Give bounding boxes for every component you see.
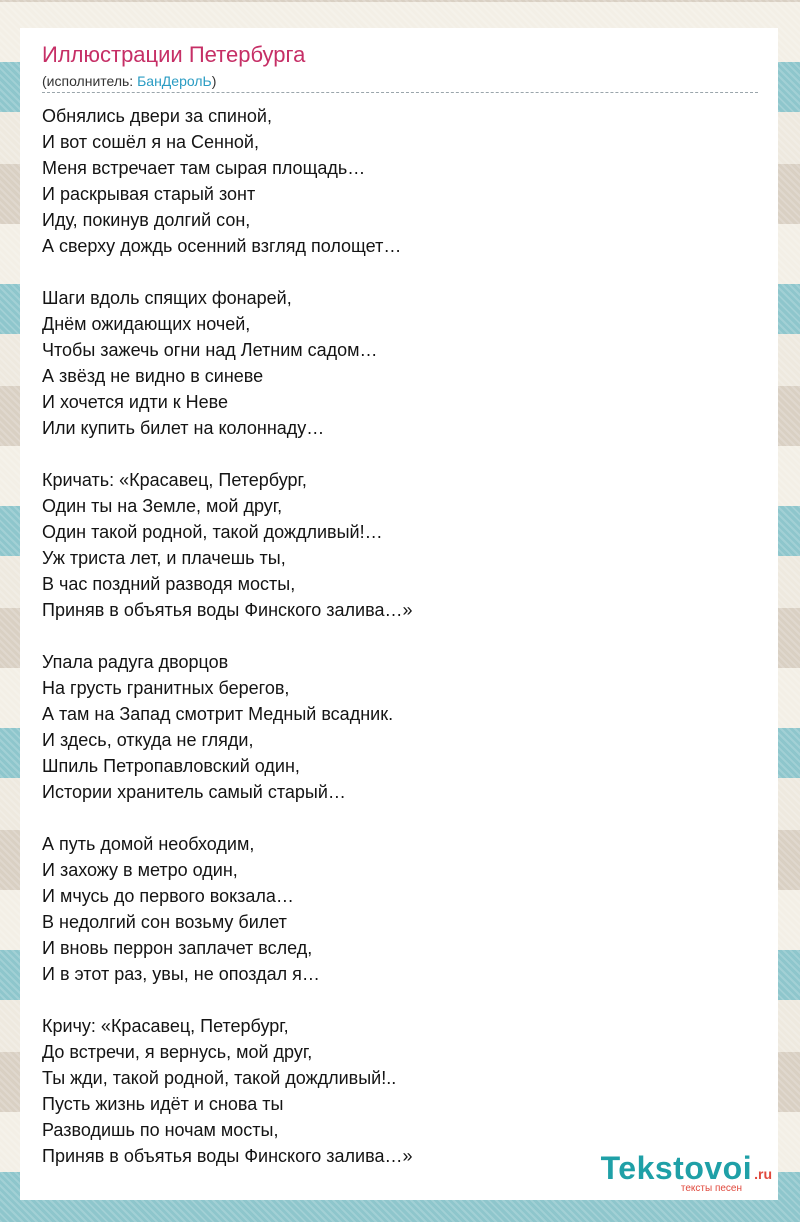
- lyric-line: Шпиль Петропавловский один,: [42, 756, 300, 776]
- lyric-line: В час поздний разводя мосты,: [42, 574, 296, 594]
- lyric-line: Ты жди, такой родной, такой дождливый!..: [42, 1068, 397, 1088]
- lyrics-stanza: [42, 831, 412, 987]
- lyric-line: Кричу: «Красавец, Петербург,: [42, 1016, 289, 1036]
- artist-line: [42, 73, 216, 89]
- lyric-line: Один ты на Земле, мой друг,: [42, 496, 283, 516]
- lyrics-body: [42, 103, 412, 1195]
- lyric-line: Уж триста лет, и плачешь ты,: [42, 548, 286, 568]
- artist-link[interactable]: БанДеролЬ: [137, 73, 212, 89]
- lyrics-card: [20, 28, 778, 1200]
- lyric-line: Упала радуга дворцов: [42, 652, 229, 672]
- song-title: Иллюстрации Петербурга: [42, 42, 306, 67]
- lyric-line: Чтобы зажечь огни над Летним садом…: [42, 340, 378, 360]
- site-logo[interactable]: [601, 1150, 772, 1194]
- lyric-line: Обнялись двери за спиной,: [42, 106, 272, 126]
- lyric-line: Один такой родной, такой дождливый!…: [42, 522, 383, 542]
- logo-subtitle: тексты песен: [680, 1183, 742, 1194]
- lyric-line: На грусть гранитных берегов,: [42, 678, 290, 698]
- artist-prefix: (исполнитель:: [42, 73, 138, 89]
- lyric-line: А путь домой необходим,: [42, 834, 255, 854]
- lyrics-stanza: [42, 103, 412, 259]
- lyric-line: И мчусь до первого вокзала…: [42, 886, 294, 906]
- logo-tld: .ru: [754, 1166, 772, 1182]
- lyric-line: Иду, покинув долгий сон,: [42, 210, 251, 230]
- lyric-line: А сверху дождь осенний взгляд полощет…: [42, 236, 402, 256]
- lyric-line: Приняв в объятья воды Финского залива…»: [42, 1146, 413, 1166]
- logo-wordmark: Tekstovoi: [600, 1150, 753, 1186]
- lyrics-stanza: [42, 285, 412, 441]
- lyric-line: Приняв в объятья воды Финского залива…»: [42, 600, 413, 620]
- lyric-line: И вновь перрон заплачет вслед,: [42, 938, 313, 958]
- lyric-line: Кричать: «Красавец, Петербург,: [42, 470, 307, 490]
- artist-suffix: ): [211, 73, 217, 89]
- lyric-line: До встречи, я вернусь, мой друг,: [42, 1042, 313, 1062]
- lyric-line: И здесь, откуда не гляди,: [42, 730, 254, 750]
- lyric-line: Днём ожидающих ночей,: [42, 314, 251, 334]
- lyric-line: В недолгий сон возьму билет: [42, 912, 287, 932]
- lyric-line: Истории хранитель самый старый…: [42, 782, 346, 802]
- lyric-line: И раскрывая старый зонт: [42, 184, 256, 204]
- lyrics-stanza: [42, 467, 412, 623]
- divider: [42, 92, 758, 93]
- lyric-line: И захожу в метро один,: [42, 860, 238, 880]
- lyrics-stanza: [42, 649, 412, 805]
- lyric-line: И вот сошёл я на Сенной,: [42, 132, 259, 152]
- lyric-line: И хочется идти к Неве: [42, 392, 229, 412]
- lyric-line: Разводишь по ночам мосты,: [42, 1120, 279, 1140]
- lyric-line: Шаги вдоль спящих фонарей,: [42, 288, 292, 308]
- lyric-line: Пусть жизнь идёт и снова ты: [42, 1094, 284, 1114]
- lyric-line: А звёзд не видно в синеве: [42, 366, 264, 386]
- lyric-line: И в этот раз, увы, не опоздал я…: [42, 964, 320, 984]
- lyric-line: Или купить билет на колоннаду…: [42, 418, 325, 438]
- lyric-line: Меня встречает там сырая площадь…: [42, 158, 366, 178]
- lyrics-stanza: [42, 1013, 412, 1169]
- lyric-line: А там на Запад смотрит Медный всадник.: [42, 704, 394, 724]
